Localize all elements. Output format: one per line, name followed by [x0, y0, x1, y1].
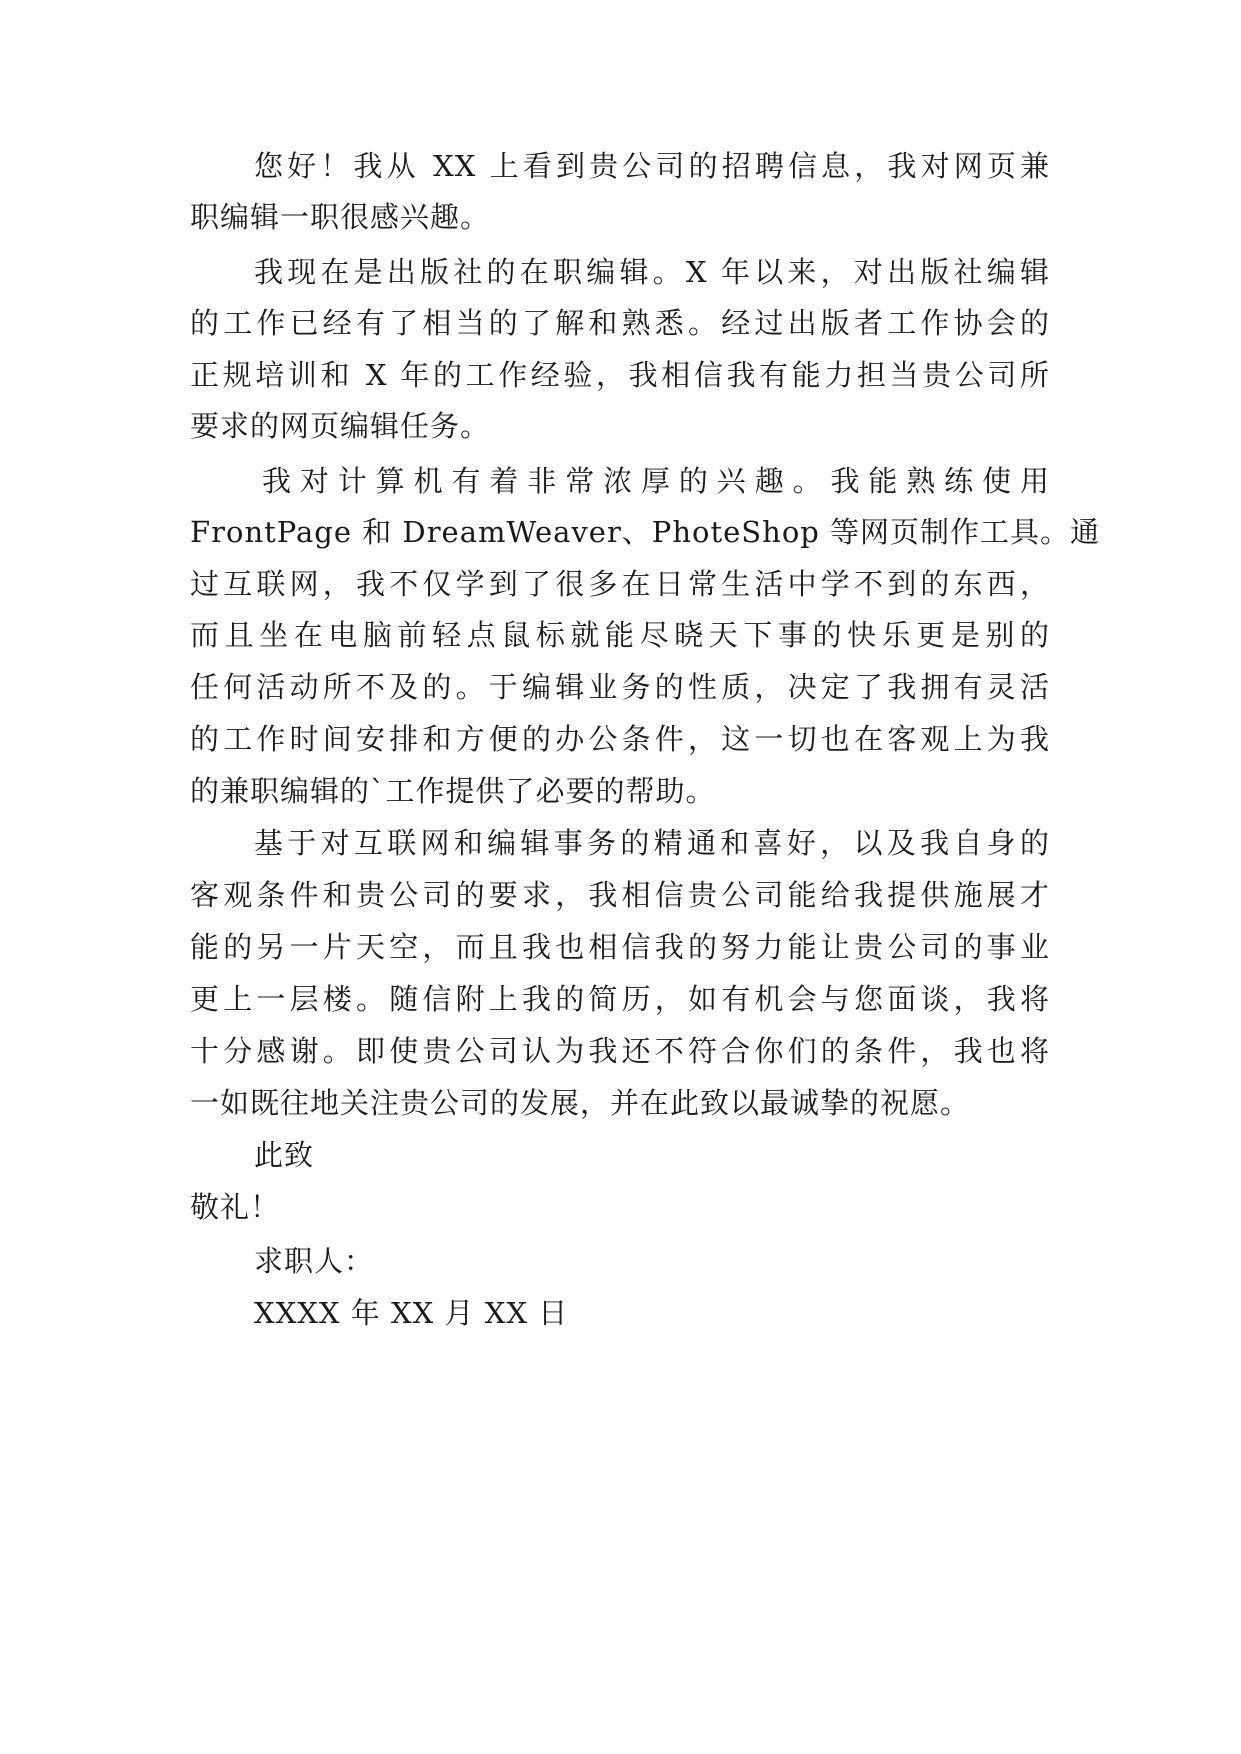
- paragraph-2-line-4: 要求的网页编辑任务。: [190, 409, 491, 443]
- paragraph-4-line-4: 更上一层楼。随信附上我的简历，如有机会与您面谈，我将: [190, 982, 1050, 1016]
- paragraph-4-line-3: 能的另一片天空，而且我也相信我的努力能让贵公司的事业: [190, 930, 1050, 964]
- paragraph-1-line-2: 职编辑一职很感兴趣。: [190, 200, 491, 234]
- paragraph-3-line-3: 过互联网，我不仅学到了很多在日常生活中学不到的东西，: [190, 567, 1050, 601]
- paragraph-4-line-6: 一如既往地关注贵公司的发展，并在此致以最诚挚的祝愿。: [190, 1086, 971, 1120]
- paragraph-4-line-2: 客观条件和贵公司的要求，我相信贵公司能给我提供施展才: [190, 878, 1050, 912]
- paragraph-4-line-1: 基于对互联网和编辑事务的精通和喜好，以及我自身的: [254, 826, 1050, 860]
- paragraph-2-line-3: 正规培训和 X 年的工作经验，我相信我有能力担当贵公司所: [190, 358, 1050, 392]
- closing-text: 此致: [254, 1138, 315, 1172]
- paragraph-3-line-1: 我对计算机有着非常浓厚的兴趣。我能熟练使用: [262, 464, 1050, 498]
- paragraph-4-line-5: 十分感谢。即使贵公司认为我还不符合你们的条件，我也将: [190, 1034, 1050, 1068]
- letter-date: XXXX 年 XX 月 XX 日: [254, 1296, 569, 1330]
- paragraph-3-line-5: 任何活动所不及的。于编辑业务的性质，决定了我拥有灵活: [190, 670, 1050, 704]
- paragraph-3-line-2: FrontPage 和 DreamWeaver、PhoteShop 等网页制作工具。通: [190, 515, 1101, 549]
- salutation-text: 敬礼！: [190, 1190, 281, 1224]
- paragraph-3-line-7: 的兼职编辑的`工作提供了必要的帮助。: [190, 774, 716, 808]
- paragraph-3-line-6: 的工作时间安排和方便的办公条件，这一切也在客观上为我: [190, 722, 1050, 756]
- paragraph-2-line-1: 我现在是出版社的在职编辑。X 年以来，对出版社编辑: [254, 255, 1050, 289]
- paragraph-1-line-1: 您好！我从 XX 上看到贵公司的招聘信息，我对网页兼: [254, 149, 1050, 183]
- paragraph-3-line-4: 而且坐在电脑前轻点鼠标就能尽晓天下事的快乐更是别的: [190, 618, 1050, 652]
- paragraph-2-line-2: 的工作已经有了相当的了解和熟悉。经过出版者工作协会的: [190, 306, 1050, 340]
- signature-label: 求职人：: [254, 1244, 375, 1278]
